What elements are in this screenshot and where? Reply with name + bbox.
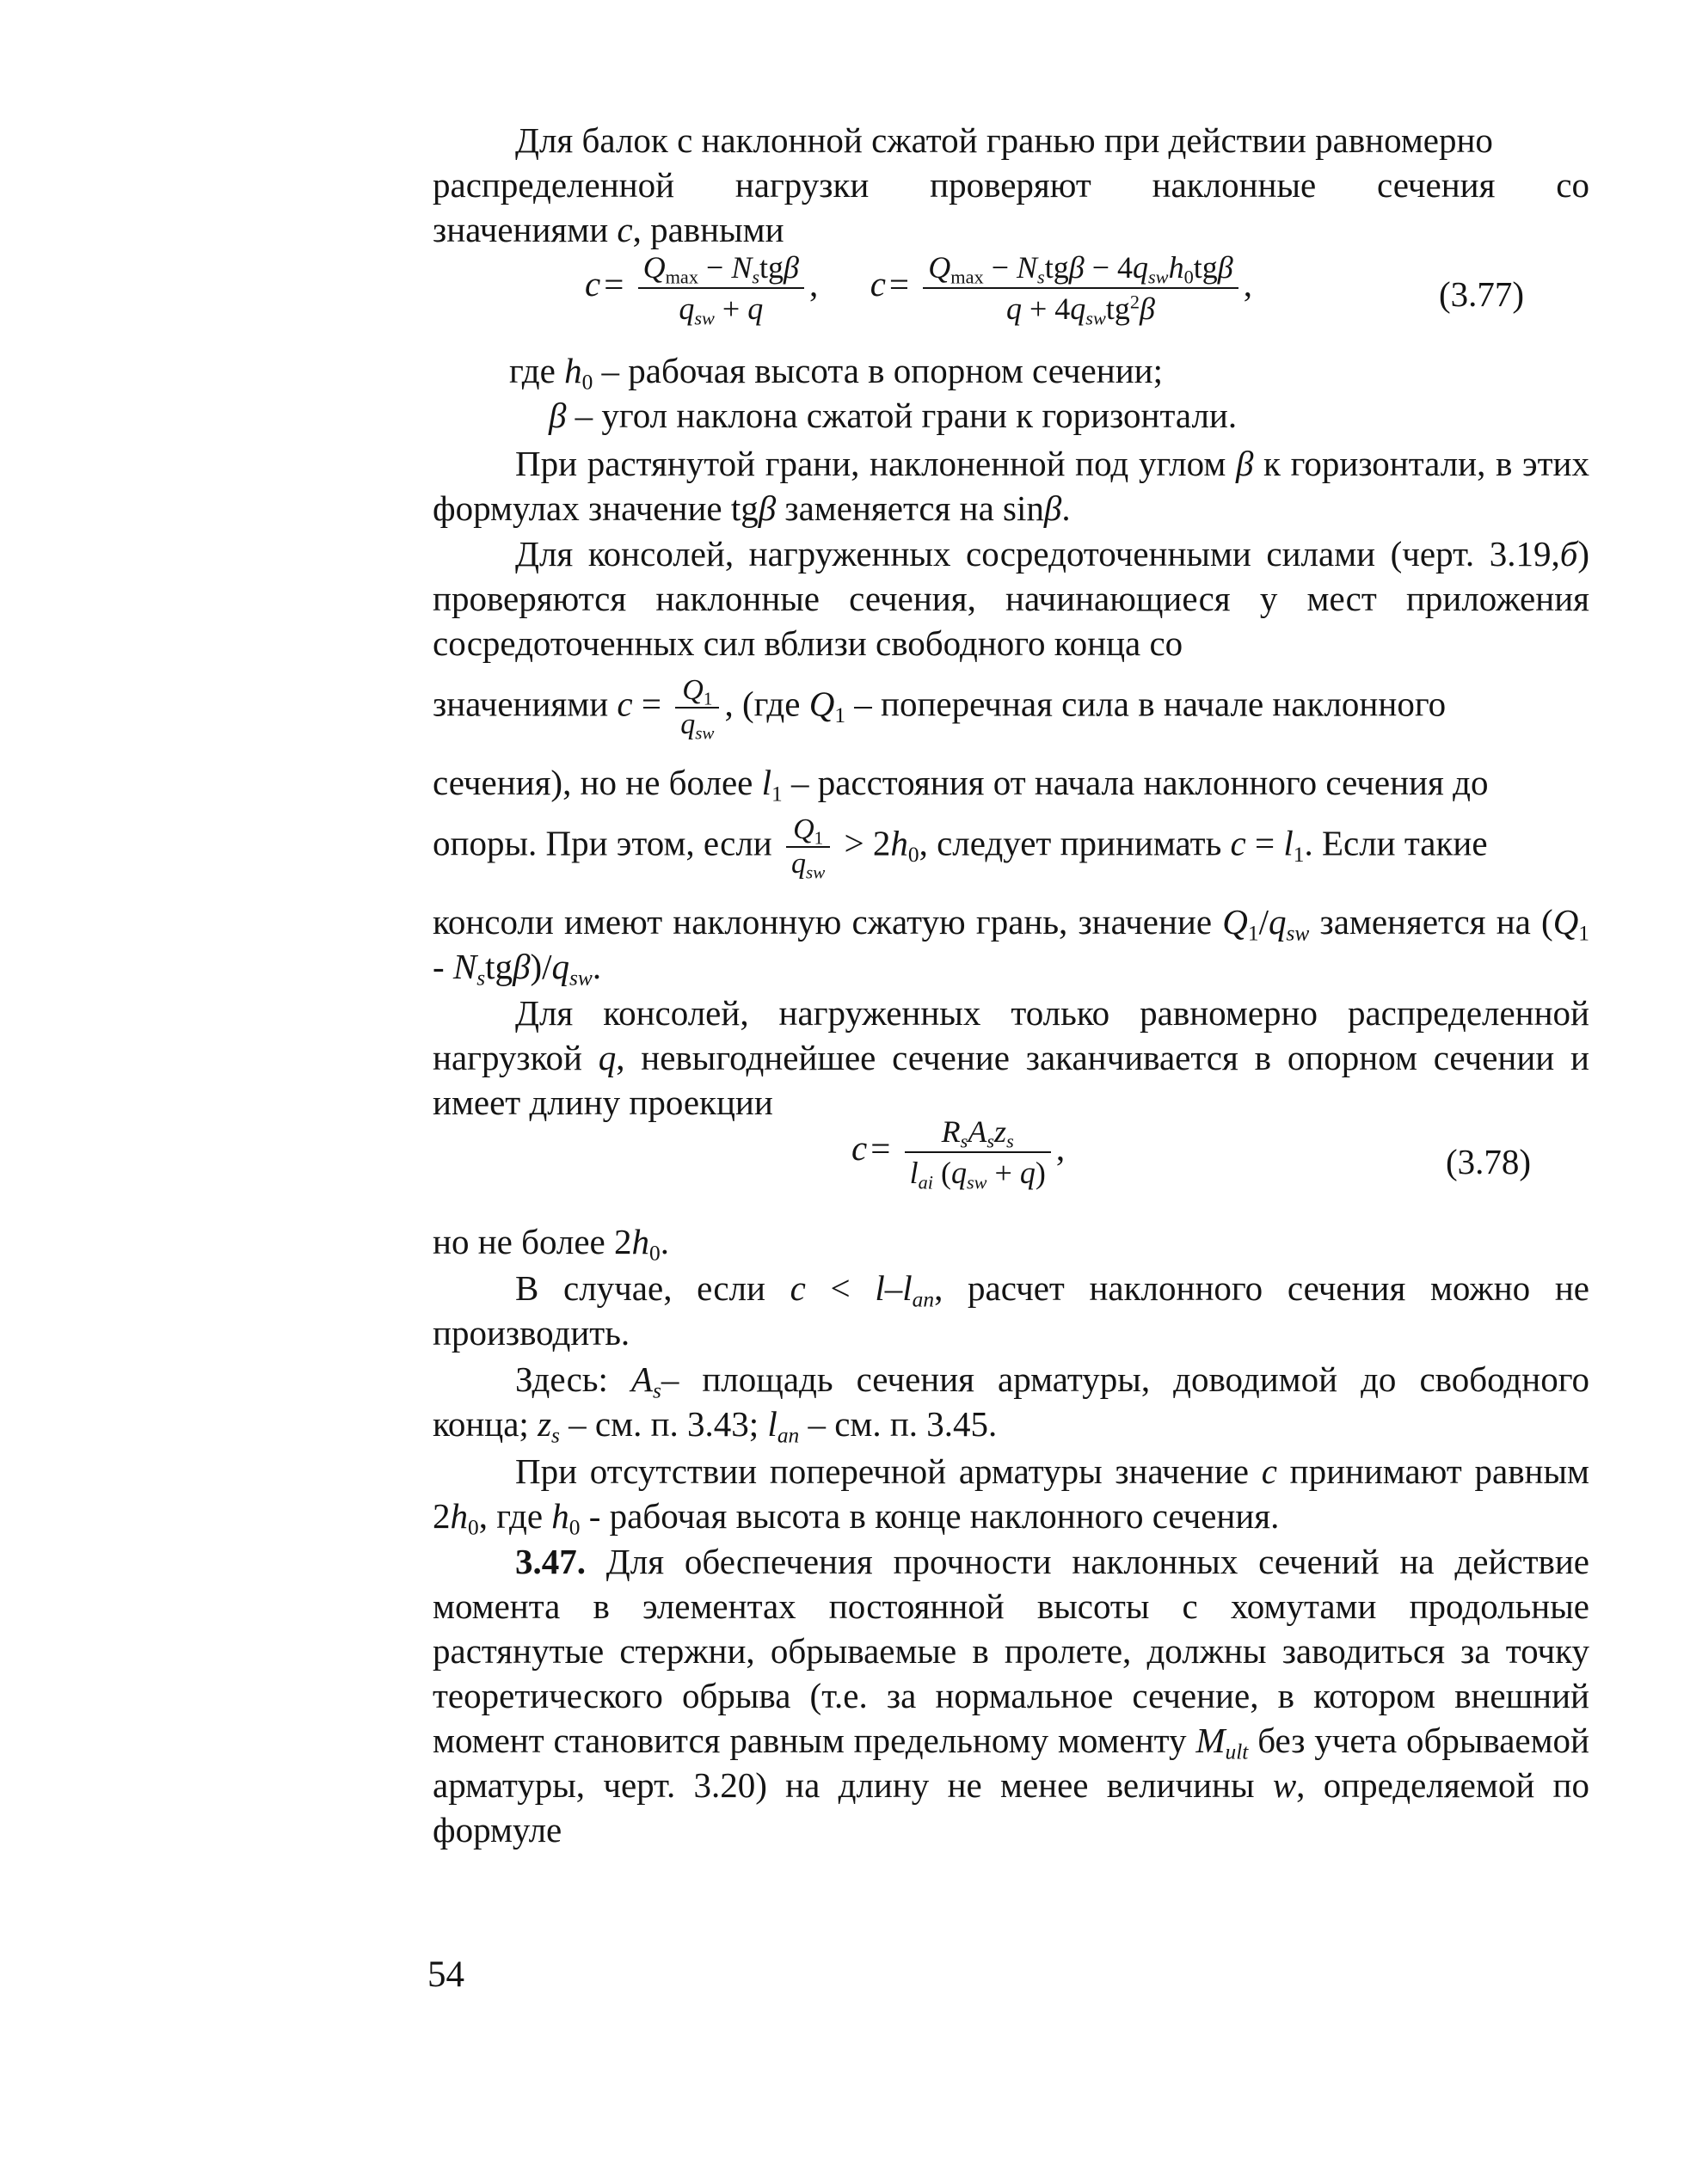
fraction: $\frac{Q_1}{q_{sw}}$ (675, 676, 719, 739)
formula-line: значениями c = $\frac{Q_1}{q_{sw}}$ , (где $Q_1$ – поперечная сила в начале наклонного (433, 674, 1447, 744)
fraction: $\frac{Q_{max} - N_stg\beta - 4q_{sw}h_0tg\beta}{q + 4q_{sw}tg^2\beta}$ (923, 249, 1238, 327)
paragraph-line: распределенной нагрузки проверяют наклонные сечения со (433, 165, 1589, 205)
fraction: $\frac{Q_1}{q_{sw}}$ (786, 815, 830, 879)
paragraph-3-47: 3.47. Для обеспечения прочности наклонных сечений на действие момента в элементах постоянной высоты с хомутами продольные растянутые стержни, обрываемые в пролете, должны заводиться за точку теоретического обрыва (т.е. за нормальное сечение, в котором внешний момент становится равным предельному моменту $M_{ult}$ без учета обрываемой арматуры, черт. 3.20) на длину не менее величины w, определяемой по формуле (433, 1542, 1589, 1850)
paragraph: В случае, если $c < l-l_{an}$, расчет наклонного сечения можно не производить. (433, 1268, 1590, 1353)
paragraph: консоли имеют наклонную сжатую грань, значение $Q_1/q_{sw}$ заменяется на $(Q_1 - N_stg\beta)/q_{sw}$. (433, 902, 1589, 991)
paragraph: Для консолей, нагруженных сосредоточенными силами (черт. 3.19,б) проверяются наклонные сечения, начинающиеся у мест приложения сосредоточенных сил вблизи свободного конца со (433, 534, 1589, 663)
paragraph-line: значениями c, равными (433, 210, 784, 249)
paragraph: Здесь: $A_s-$ площадь сечения арматуры, доводимой до свободного конца; $z_s$ – см. п. 3.43; $l_{an}$ – см. п. 3.45. (433, 1359, 1589, 1448)
paragraph: При отсутствии поперечной арматуры значение c принимают равным $2h_0$, где $h_0$ - рабочая высота в конце наклонного сечения. (433, 1451, 1589, 1540)
section-number: 3.47. (515, 1542, 586, 1581)
fraction: $\frac{Q_{max} - N_stg\beta}{q_{sw} + q}$ (638, 249, 804, 327)
formula-line: опоры. При этом, если $\frac{Q_1}{q_{sw}}$ > $2h_0$, следует принимать $c = l_1$. Если такие (433, 813, 1488, 883)
paragraph-line: Для балок с наклонной сжатой гранью при действии равномерно (515, 120, 1493, 160)
paragraph: При растянутой грани, наклоненной под углом β к горизонтали, в этих формулах значение tgβ заменяется на sinβ. (433, 444, 1589, 528)
fraction: $\frac{R_sA_sz_s}{l_{ai} (q_{sw} + q)}$ (905, 1113, 1051, 1191)
equation-3-77: c= $\frac{Q_{max} - N_stg\beta}{q_{sw} + q}$ , c= $\frac{Q_{max} - N_stg\beta - 4q_{sw}h_0tg\beta}{q + 4q_{sw}tg^2\beta}$ , (585, 250, 1252, 329)
paragraph: Для консолей, нагруженных только равномерно распределенной нагрузкой q, невыгоднейшее сечение заканчивается в опорном сечении и имеет длину проекции (433, 993, 1589, 1122)
equation-number: (3.78) (1446, 1142, 1532, 1181)
page-number: 54 (427, 1954, 464, 1995)
definition-line: где $h_0$ – рабочая высота в опорном сечении; (509, 351, 1163, 395)
paragraph-line: сечения), но не более $l_1$ – расстояния от начала наклонного сечения до (433, 763, 1489, 807)
definition-line: β – угол наклона сжатой грани к горизонтали. (549, 396, 1238, 435)
paragraph-line: но не более $2h_0$. (433, 1222, 669, 1266)
equation-3-78: c= $\frac{R_sA_sz_s}{l_{ai} (q_{sw} + q)}$ , (851, 1114, 1066, 1193)
equation-number: (3.77) (1439, 274, 1525, 314)
